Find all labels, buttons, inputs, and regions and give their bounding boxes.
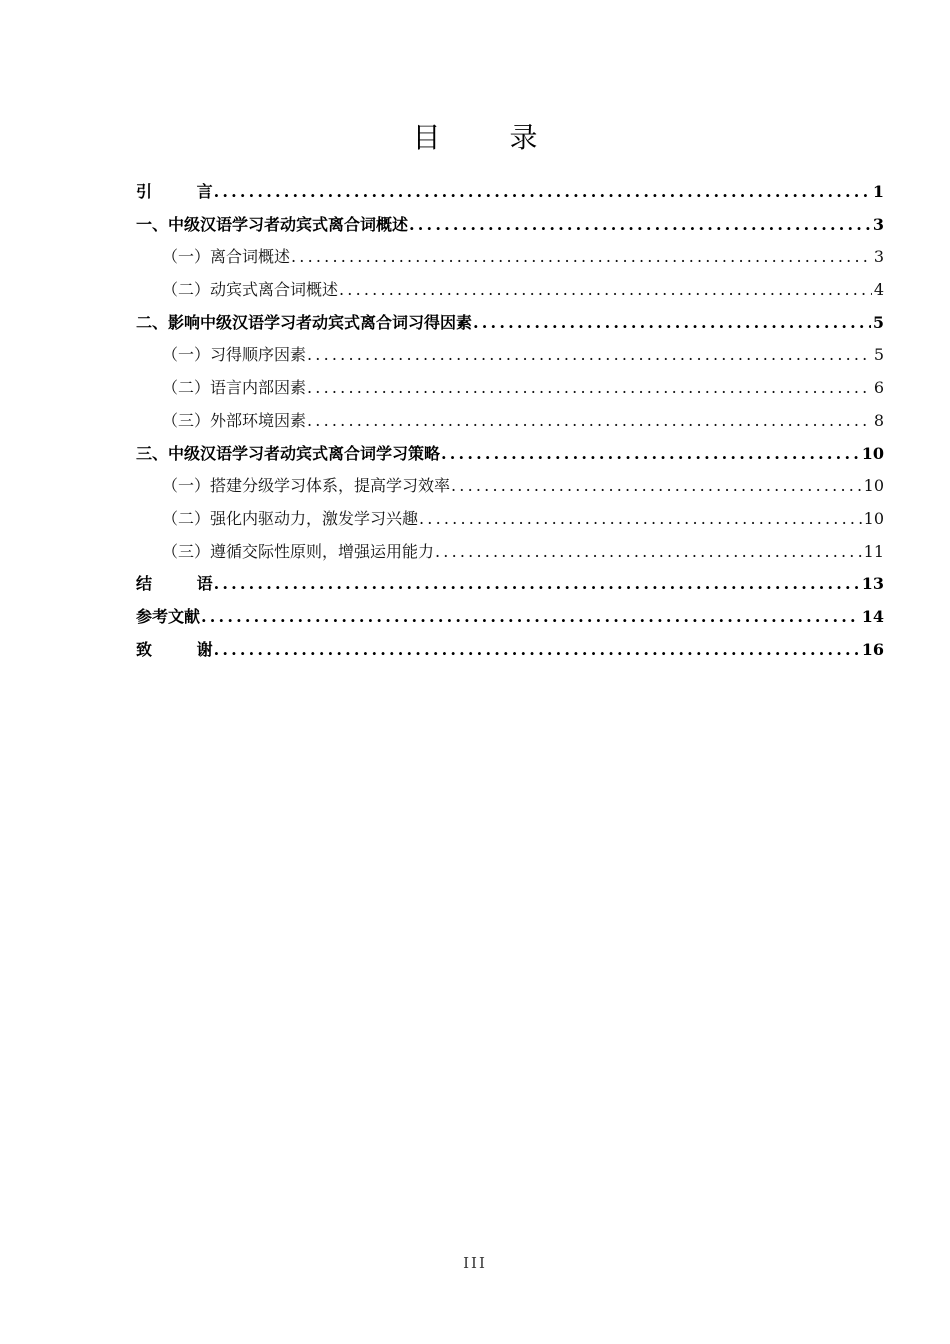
toc-entry-section-2-2[interactable] — [136, 372, 884, 405]
toc-entry-chapter-1[interactable] — [136, 209, 884, 242]
toc-page-number: 10 — [861, 443, 884, 463]
table-of-contents — [136, 176, 884, 666]
toc-entry-label: 三、中级汉语学习者动宾式离合词学习策略 — [136, 443, 441, 463]
toc-entry-label: （一）搭建分级学习体系，提高学习效率 — [162, 476, 451, 496]
toc-dot-leader — [291, 241, 872, 274]
toc-page-number: 5 — [872, 312, 884, 332]
toc-page-number: 16 — [861, 639, 884, 659]
toc-page-number: 6 — [873, 378, 884, 398]
toc-dot-leader — [441, 438, 860, 471]
toc-entry-label: （三）遵循交际性原则，增强运用能力 — [162, 541, 435, 561]
toc-dot-leader — [473, 307, 871, 340]
toc-dot-leader — [307, 372, 872, 405]
toc-dot-leader — [307, 405, 872, 438]
toc-entry-label: （一）习得顺序因素 — [162, 345, 307, 365]
toc-entry-label: （二）语言内部因素 — [162, 378, 307, 398]
toc-entry-label: 结 语 — [136, 574, 213, 594]
toc-entry-label: 参考文献 — [136, 606, 201, 626]
toc-entry-label: 二、影响中级汉语学习者动宾式离合词习得因素 — [136, 312, 473, 332]
page-number-footer: III — [463, 1254, 487, 1272]
toc-page-number: 4 — [873, 280, 884, 300]
toc-entry-label: （一）离合词概述 — [162, 247, 291, 267]
toc-page-number: 1 — [872, 182, 884, 201]
toc-page-number: 13 — [861, 574, 884, 594]
toc-entry-section-3-2[interactable] — [136, 503, 884, 536]
toc-entry-label: 引 言 — [136, 182, 213, 201]
toc-entry-section-2-1[interactable] — [136, 339, 884, 372]
toc-dot-leader — [214, 634, 860, 667]
page-title: 目 录 — [412, 121, 568, 154]
toc-dot-leader — [435, 536, 862, 569]
toc-entry-chapter-3[interactable] — [136, 438, 884, 471]
toc-page-number: 10 — [863, 508, 884, 528]
toc-entry-section-2-3[interactable] — [136, 405, 884, 438]
toc-dot-leader — [201, 601, 860, 634]
toc-entry-section-1-2[interactable] — [136, 274, 884, 307]
toc-dot-leader — [451, 470, 862, 503]
toc-dot-leader — [339, 274, 872, 307]
toc-entry-section-3-3[interactable] — [136, 536, 884, 569]
toc-page-number: 14 — [861, 606, 884, 626]
toc-dot-leader — [214, 568, 860, 601]
toc-entry-acknowledgements[interactable] — [136, 634, 884, 667]
toc-page-number: 10 — [863, 476, 884, 496]
toc-entry-label: （二）动宾式离合词概述 — [162, 280, 339, 300]
toc-entry-label: 致 谢 — [136, 639, 213, 659]
toc-entry-label: （二）强化内驱动力，激发学习兴趣 — [162, 508, 419, 528]
toc-dot-leader — [419, 503, 862, 536]
toc-page-number: 3 — [873, 247, 884, 267]
toc-page-number: 11 — [863, 541, 884, 561]
toc-entry-section-1-1[interactable] — [136, 241, 884, 274]
toc-entry-label: （三）外部环境因素 — [162, 410, 307, 430]
toc-entry-section-3-1[interactable] — [136, 470, 884, 503]
toc-dot-leader — [409, 209, 871, 242]
toc-entry-references[interactable] — [136, 601, 884, 634]
toc-entry-conclusion[interactable] — [136, 568, 884, 601]
toc-page-number: 5 — [873, 345, 884, 365]
toc-dot-leader — [214, 176, 871, 209]
toc-entry-introduction[interactable] — [136, 176, 884, 209]
toc-entry-label: 一、中级汉语学习者动宾式离合词概述 — [136, 214, 409, 234]
toc-dot-leader — [307, 339, 872, 372]
toc-page-number: 8 — [873, 410, 884, 430]
toc-entry-chapter-2[interactable] — [136, 307, 884, 340]
toc-page-number: 3 — [872, 214, 884, 234]
